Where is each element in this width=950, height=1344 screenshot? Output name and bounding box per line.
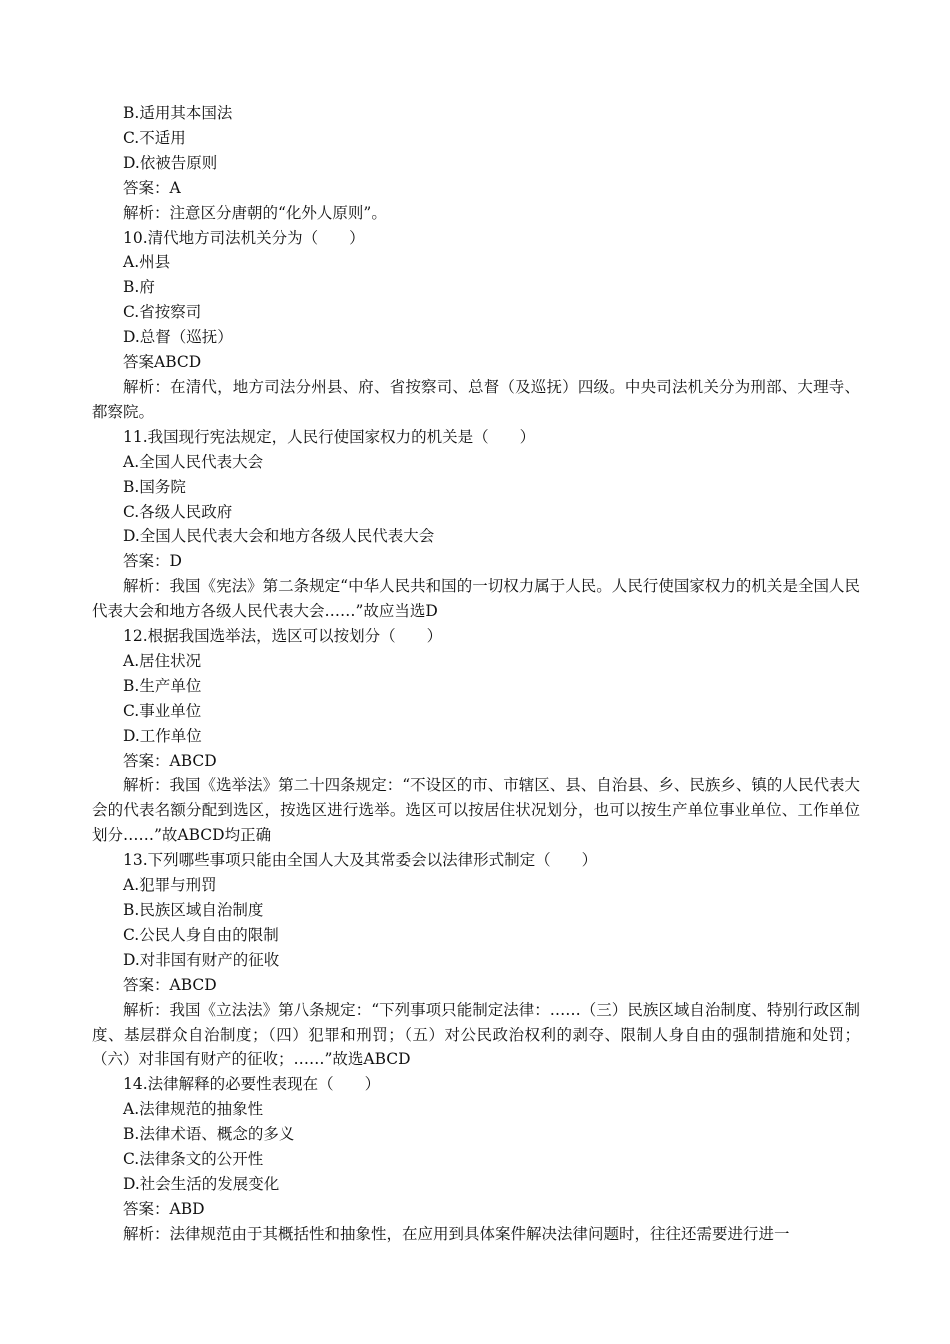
text-line: 13.下列哪些事项只能由全国人大及其常委会以法律形式制定（ ） [123,851,598,870]
text-line: D.依被告原则 [123,153,218,172]
text-line: 10.清代地方司法机关分为（ ） [123,228,365,247]
text-line: 答案：D [123,552,182,571]
text-line: 答案：ABCD [123,975,217,994]
paragraph: 解析：我国《立法法》第八条规定：“下列事项只能制定法律：……（三）民族区域自治制度、特别行政区制度、基层群众自治制度；（四）犯罪和刑罚；（五）对公民政治权利的剥夺、限制人身自由的强制措施和处罚；（六）对非国有财产的征收；……”故选ABCD [92,1000,860,1069]
text-line: A.全国人民代表大会 [123,452,264,471]
text-line: B.适用其本国法 [123,104,233,122]
text-line: D.工作单位 [123,726,202,745]
text-line: C.不适用 [123,128,186,147]
text-line: C.事业单位 [123,701,202,720]
paragraph: 解析：我国《宪法》第二条规定“中华人民共和国的一切权力属于人民。人民行使国家权力的机关是全国人民代表大会和地方各级人民代表大会……”故应当选D [92,577,860,621]
text-line: D.全国人民代表大会和地方各级人民代表大会 [123,527,435,546]
text-line: 答案ABCD [123,353,202,372]
text-line: A.法律规范的抽象性 [123,1100,264,1119]
text-line: D.对非国有财产的征收 [123,950,280,969]
text-line: 答案：A [123,178,181,197]
text-line: D.社会生活的发展变化 [123,1174,280,1193]
document-body [92,101,860,1247]
text-line: C.法律条文的公开性 [123,1150,264,1169]
text-line: 14.法律解释的必要性表现在（ ） [123,1075,381,1094]
paragraph: 解析：我国《选举法》第二十四条规定：“不设区的市、市辖区、县、自治县、乡、民族乡、镇的人民代表大会的代表名额分配到选区，按选区进行选举。选区可以按居住状况划分，也可以按生产单位事业单位、工作单位划分……”故ABCD均正确 [92,776,860,845]
text-line: 答案：ABD [123,1199,205,1218]
text-line: B.国务院 [123,477,186,496]
text-line: B.民族区域自治制度 [123,901,264,919]
text-line: A.犯罪与刑罚 [123,876,217,895]
text-line: D.总督（巡抚） [123,328,233,347]
paragraph: 解析：在清代，地方司法分州县、府、省按察司、总督（及巡抚）四级。中央司法机关分为刑部、大理寺、都察院。 [92,377,860,421]
text-line: B.府 [123,278,155,297]
text-line: A.州县 [123,253,171,272]
text-line: B.生产单位 [123,676,202,695]
text-line: C.公民人身自由的限制 [123,925,279,944]
paragraph: 解析：法律规范由于其概括性和抽象性，在应用到具体案件解决法律问题时，往往还需要进行进一 [123,1224,790,1243]
text-line: 11.我国现行宪法规定，人民行使国家权力的机关是（ ） [123,427,536,446]
text-line: 答案：ABCD [123,751,217,770]
text-line: A.居住状况 [123,651,202,670]
text-line: 解析：注意区分唐朝的“化外人原则”。 [123,203,387,222]
text-line: 12.根据我国选举法，选区可以按划分（ ） [123,627,443,646]
text-line: C.省按察司 [123,303,202,322]
text-line: B.法律术语、概念的多义 [123,1125,295,1144]
text-line: C.各级人民政府 [123,502,233,521]
